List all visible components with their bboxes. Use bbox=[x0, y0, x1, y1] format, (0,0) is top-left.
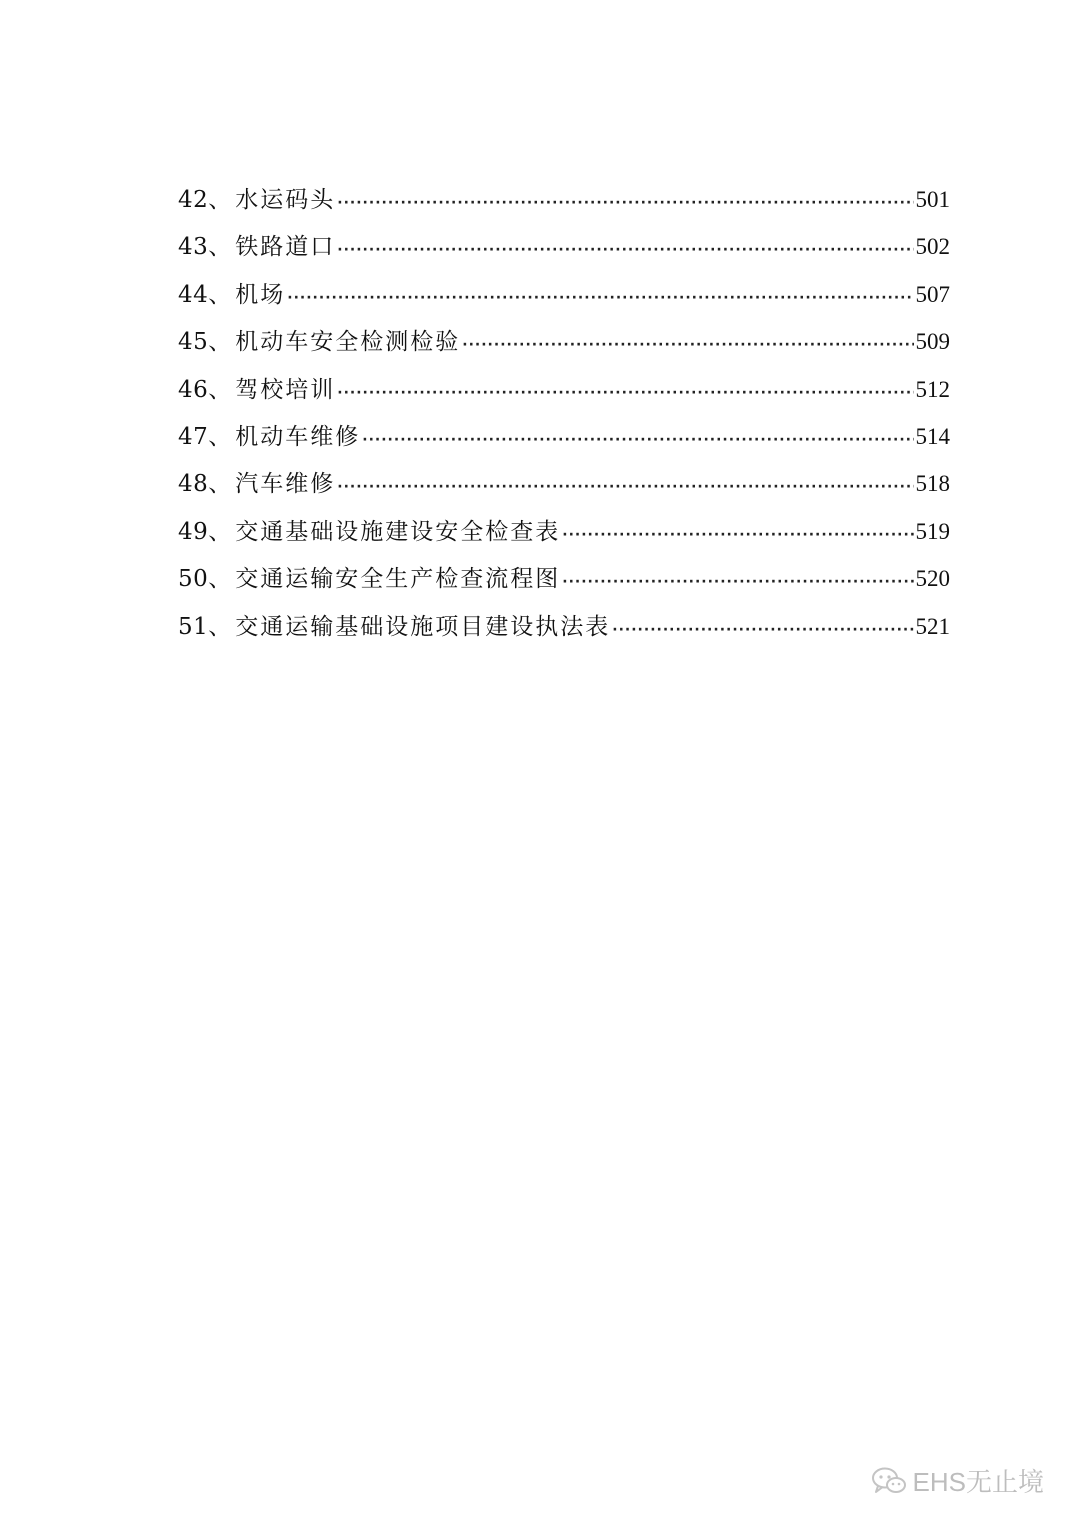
table-of-contents bbox=[178, 176, 950, 650]
toc-entry-number: 50 bbox=[178, 566, 209, 593]
toc-dot-leader bbox=[337, 227, 913, 274]
toc-entry-title: 交通运输基础设施项目建设执法表 bbox=[235, 613, 611, 640]
toc-entry-number: 48 bbox=[178, 471, 209, 498]
toc-entry-number: 47 bbox=[178, 423, 209, 450]
toc-entry-number: 44 bbox=[178, 281, 209, 308]
toc-dot-leader bbox=[462, 322, 913, 369]
toc-entry-separator: 、 bbox=[208, 329, 232, 356]
toc-entry-number: 49 bbox=[178, 518, 209, 545]
toc-entry-title: 交通基础设施建设安全检查表 bbox=[235, 518, 561, 545]
toc-entry[interactable] bbox=[178, 460, 950, 507]
toc-entry[interactable] bbox=[178, 366, 950, 413]
wechat-icon bbox=[871, 1466, 907, 1496]
toc-entry-number: 45 bbox=[178, 329, 209, 356]
toc-entry[interactable] bbox=[178, 176, 950, 223]
toc-entry-separator: 、 bbox=[208, 281, 232, 308]
toc-entry-separator: 、 bbox=[208, 566, 232, 593]
toc-dot-leader bbox=[612, 607, 913, 654]
watermark bbox=[871, 1462, 1044, 1499]
toc-dot-leader bbox=[337, 370, 913, 417]
toc-entry-title: 驾校培训 bbox=[235, 376, 336, 403]
toc-entry-number: 43 bbox=[178, 234, 209, 261]
toc-dot-leader bbox=[337, 180, 913, 227]
toc-entry-separator: 、 bbox=[208, 471, 232, 498]
toc-entry-separator: 、 bbox=[208, 613, 232, 640]
toc-entry-number: 42 bbox=[178, 187, 209, 213]
toc-entry-separator: 、 bbox=[208, 234, 232, 261]
toc-dot-leader bbox=[337, 464, 913, 511]
toc-entry-number: 46 bbox=[178, 376, 209, 403]
toc-entry-page: 519 bbox=[915, 518, 950, 544]
toc-entry-separator: 、 bbox=[208, 518, 232, 545]
toc-entry[interactable] bbox=[178, 318, 950, 365]
toc-entry-title: 汽车维修 bbox=[235, 471, 336, 498]
toc-entry-separator: 、 bbox=[208, 187, 232, 213]
toc-entry-separator: 、 bbox=[208, 423, 232, 450]
toc-entry[interactable] bbox=[178, 413, 950, 460]
toc-entry-page: 521 bbox=[915, 613, 950, 639]
toc-entry-page: 512 bbox=[915, 376, 950, 402]
toc-entry[interactable] bbox=[178, 555, 950, 602]
toc-entry-title: 机动车安全检测检验 bbox=[235, 329, 461, 356]
watermark-text: EHS无止境 bbox=[912, 1467, 1044, 1497]
toc-entry[interactable] bbox=[178, 223, 950, 270]
toc-entry-page: 507 bbox=[915, 281, 950, 307]
toc-entry-page: 501 bbox=[915, 187, 950, 212]
toc-entry-title: 机场 bbox=[235, 281, 286, 308]
toc-entry-page: 509 bbox=[915, 329, 950, 355]
toc-dot-leader bbox=[287, 275, 913, 322]
toc-entry-page: 520 bbox=[915, 566, 950, 592]
toc-entry-title: 交通运输安全生产检查流程图 bbox=[235, 566, 561, 593]
toc-entry-title: 机动车维修 bbox=[235, 423, 361, 450]
toc-entry-separator: 、 bbox=[208, 376, 232, 403]
toc-entry[interactable] bbox=[178, 508, 950, 555]
toc-entry-number: 51 bbox=[178, 613, 209, 640]
toc-entry[interactable] bbox=[178, 271, 950, 318]
toc-entry-page: 518 bbox=[915, 471, 950, 497]
toc-entry-title: 铁路道口 bbox=[235, 234, 336, 261]
toc-entry[interactable] bbox=[178, 603, 950, 650]
toc-dot-leader bbox=[562, 512, 913, 559]
toc-entry-page: 514 bbox=[915, 423, 950, 449]
toc-entry-page: 502 bbox=[915, 234, 950, 260]
toc-entry-title: 水运码头 bbox=[235, 187, 336, 213]
toc-dot-leader bbox=[562, 559, 913, 606]
toc-dot-leader bbox=[362, 417, 913, 464]
